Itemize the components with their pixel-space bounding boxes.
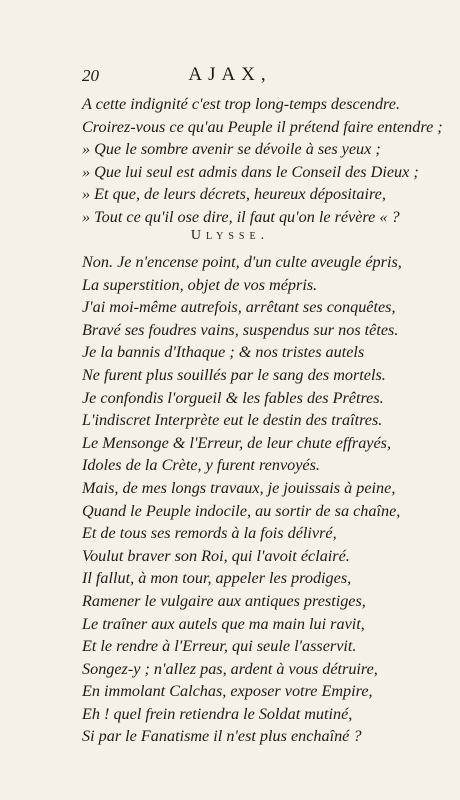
verse-line: Eh ! quel frein retiendra le Soldat mutiné,	[82, 704, 353, 723]
verse-line: Je confondis l'orgueil & les fables des Prêtres.	[82, 388, 384, 407]
verse-block-ajax	[82, 93, 443, 229]
verse-line: Et le rendre à l'Erreur, qui seule l'asservit.	[82, 637, 357, 656]
verse-line: Mais, de mes longs travaux, je jouissais à peine,	[82, 478, 396, 497]
verse-line: » Que lui seul est admis dans le Conseil des Dieux ;	[82, 162, 419, 181]
verse-line: La superstition, objet de vos mépris.	[82, 275, 318, 294]
verse-line: Le traîner aux autels que ma main lui ravit,	[82, 614, 365, 633]
verse-line: Il fallut, à mon tour, appeler les prodiges,	[82, 569, 352, 588]
verse-line: Ne furent plus souillés par le sang des mortels.	[82, 365, 386, 384]
verse-line: Si par le Fanatisme il n'est plus enchaîné ?	[82, 727, 362, 746]
verse-block-ulysse	[82, 251, 422, 748]
page-number: 20	[82, 66, 99, 85]
running-title: AJAX,	[188, 64, 272, 85]
verse-line: » Et que, de leurs décrets, heureux dépositaire,	[82, 185, 386, 204]
verse-line: Croirez-vous ce qu'au Peuple il prétend faire entendre ;	[82, 117, 443, 136]
verse-line: Ramener le vulgaire aux antiques prestiges,	[82, 591, 366, 610]
verse-line: Quand le Peuple indocile, au sortir de sa chaîne,	[82, 501, 401, 520]
speaker-name: Ulysse.	[190, 228, 270, 243]
verse-line: Le Mensonge & l'Erreur, de leur chute effrayés,	[82, 433, 392, 452]
verse-line: Bravé ses foudres vains, suspendus sur nos têtes.	[82, 320, 399, 339]
verse-line: Non. Je n'encense point, d'un culte aveugle épris,	[82, 253, 402, 271]
verse-line: Voulut braver son Roi, qui l'avoit éclairé.	[82, 546, 350, 565]
verse-line: » Que le sombre avenir se dévoile à ses yeux ;	[82, 140, 381, 159]
verse-line: En immolant Calchas, exposer votre Empire,	[82, 682, 373, 701]
verse-line: A cette indignité c'est trop long-temps descendre.	[82, 95, 400, 113]
verse-line: Et de tous ses remords à la fois délivré,	[82, 524, 337, 543]
verse-line: Songez-y ; n'allez pas, ardent à vous détruire,	[82, 659, 378, 678]
verse-line: Idoles de la Crète, y furent renvoyés.	[82, 456, 320, 475]
verse-line: L'indiscret Interprète eut le destin des traîtres.	[82, 411, 383, 430]
verse-line: » Tout ce qu'il ose dire, il faut qu'on le révère « ?	[82, 207, 400, 226]
verse-line: J'ai moi-même autrefois, arrêtant ses conquêtes,	[82, 298, 396, 317]
verse-line: Je la bannis d'Ithaque ; & nos tristes autels	[82, 343, 365, 362]
